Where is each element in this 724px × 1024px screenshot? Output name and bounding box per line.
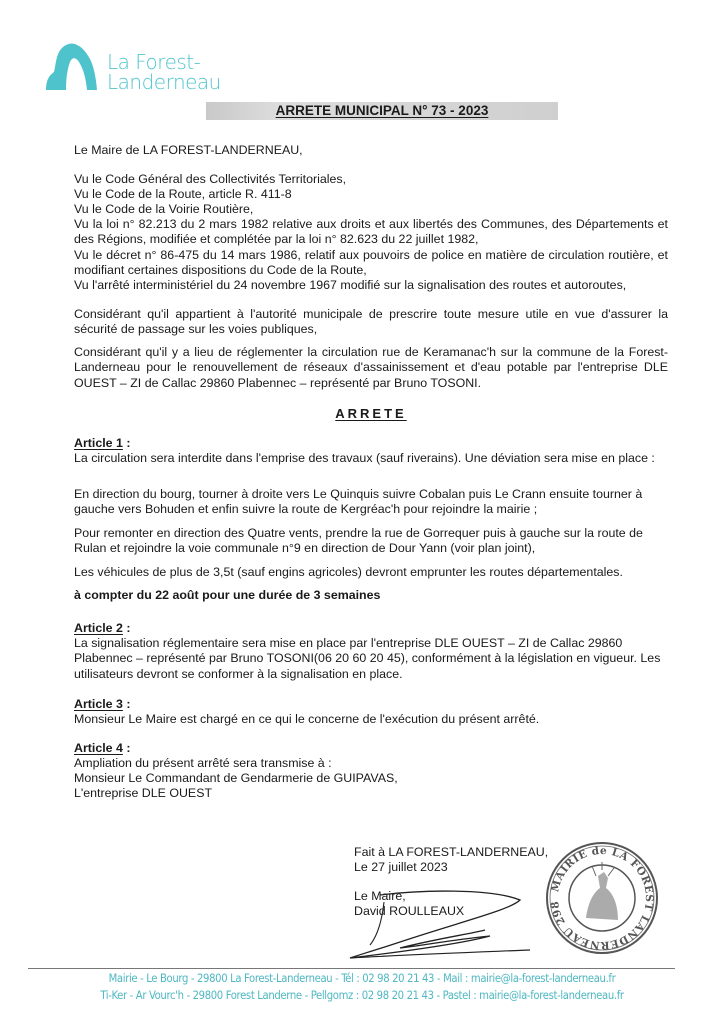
footer-divider — [28, 968, 675, 969]
article-4-l2: Monsieur Le Commandant de Gendarmerie de GUIPAVAS, — [74, 771, 398, 785]
logo-line-2: Landerneau — [107, 70, 221, 94]
article-4-colon: : — [122, 741, 131, 755]
article-1-p3: Pour remonter en direction des Quatre vents, prendre la rue de Gorrequer puis à gauche sur la route de Rulan et rejoindre la voie communale n°9 en direction de Dour Yann (voir plan joint), — [74, 526, 643, 556]
considerant-1: Considérant qu'il appartient à l'autorité municipale de prescrire toute mesure utile en vue d'assurer la sécurité de passage sur les voies publiques, — [74, 307, 668, 337]
article-1-title: Article 1 — [74, 436, 123, 450]
svg-text:MAIRIE de LA FOREST LANDERNEAU: MAIRIE de LA FOREST LANDERNEAU 298 — [548, 844, 656, 952]
logo-line-1: La Forest- — [107, 50, 201, 74]
vu-cgct: Vu le Code Général des Collectivités Territoriales, — [74, 172, 347, 186]
article-2-heading — [74, 621, 668, 636]
article-4-title: Article 4 — [74, 741, 123, 755]
mayor-line: Le Maire de LA FOREST-LANDERNEAU, — [74, 143, 303, 157]
document-title — [206, 102, 558, 120]
article-2-p1: La signalisation réglementaire sera mise en place par l'entreprise DLE OUEST – ZI de Callac 29860 Plabennec – représenté par Bruno TOSONI(06 20 60 20 45), conformément à la législation en vigueur. Les utilisateurs devront se conformer à la signalisation en place. — [74, 636, 661, 681]
article-3-heading — [74, 697, 668, 712]
logo-wordmark — [107, 52, 221, 92]
vu-voirie: Vu le Code de la Voirie Routière, — [74, 202, 254, 216]
article-1-p2: En direction du bourg, tourner à droite vers Le Quinquis suivre Cobalan puis Le Crann ensuite tourner à gauche vers Bohuden et enfin suivre la route de Kergréac'h pour rejoindre la mairie ; — [74, 487, 643, 517]
article-1-p1: La circulation sera interdite dans l'emprise des travaux (sauf riverains). Une déviation sera mise en place : — [74, 451, 655, 465]
signature-role: Le Maire, — [354, 889, 406, 903]
arrete-heading — [74, 406, 668, 421]
article-4-heading — [74, 741, 668, 756]
signature-place: Fait à LA FOREST-LANDERNEAU, — [354, 845, 549, 859]
article-3-colon: : — [122, 697, 131, 711]
article-1-p4: Les véhicules de plus de 3,5t (sauf engins agricoles) devront emprunter les routes départementales. — [74, 565, 623, 579]
article-1-heading — [74, 436, 668, 451]
signature-name: David ROULLEAUX — [354, 904, 465, 918]
article-1-duration: à compter du 22 août pour une durée de 3 semaines — [74, 588, 381, 602]
article-3-title: Article 3 — [74, 697, 123, 711]
considerant-2: Considérant qu'il y a lieu de réglementer la circulation rue de Keramanac'h sur la commune de la Forest-Landerneau pour le renouvellement de réseaux d'assainissement et d'eau potable par l'entreprise DLE OUEST – ZI de Callac 29860 Plabennec – représenté par Bruno TOSONI. — [74, 345, 668, 390]
logo-arch-icon — [44, 42, 100, 92]
official-stamp — [544, 840, 660, 956]
document-title-text: ARRETE MUNICIPAL N° 73 - 2023 — [275, 103, 489, 118]
vu-loi-1982: Vu la loi n° 82.213 du 2 mars 1982 relative aux droits et aux libertés des Communes, des Départements et des Régions, modifiée et complétée par la loi n° 82.623 du 22 juillet 1982, — [74, 217, 668, 247]
article-1-colon: : — [122, 436, 131, 450]
vu-decret-1986: Vu le décret n° 86-475 du 14 mars 1986, relatif aux pouvoirs de police en matière de circulation routière, et modifiant certaines dispositions du Code de la Route, — [74, 248, 668, 278]
vu-arrete-1967: Vu l'arrêté interministériel du 24 novembre 1967 modifié sur la signalisation des routes et autoroutes, — [74, 278, 627, 292]
vu-code-route: Vu le Code de la Route, article R. 411-8 — [74, 187, 292, 201]
article-4-l3: L'entreprise DLE OUEST — [74, 786, 213, 800]
handwritten-signature — [340, 880, 560, 960]
arrete-heading-text: ARRETE — [335, 406, 407, 421]
article-4-l1: Ampliation du présent arrêté sera transmise à : — [74, 756, 332, 770]
article-2-colon: : — [122, 621, 131, 635]
footer-line-2: Ti-Ker - Ar Vourc'h - 29800 Forest Landerne - Pellgomz : 02 98 20 21 43 - Pastel : mairie@la-forest-landerneau.fr — [100, 989, 624, 1002]
article-3-p1: Monsieur Le Maire est chargé en ce qui le concerne de l'exécution du présent arrêté. — [74, 712, 540, 726]
article-2-title: Article 2 — [74, 621, 123, 635]
signature-date: Le 27 juillet 2023 — [354, 860, 448, 874]
footer-line-1: Mairie - Le Bourg - 29800 La Forest-Landerneau - Tél : 02 98 20 21 43 - Mail : mairie@la-forest-landerneau.fr — [108, 972, 616, 985]
